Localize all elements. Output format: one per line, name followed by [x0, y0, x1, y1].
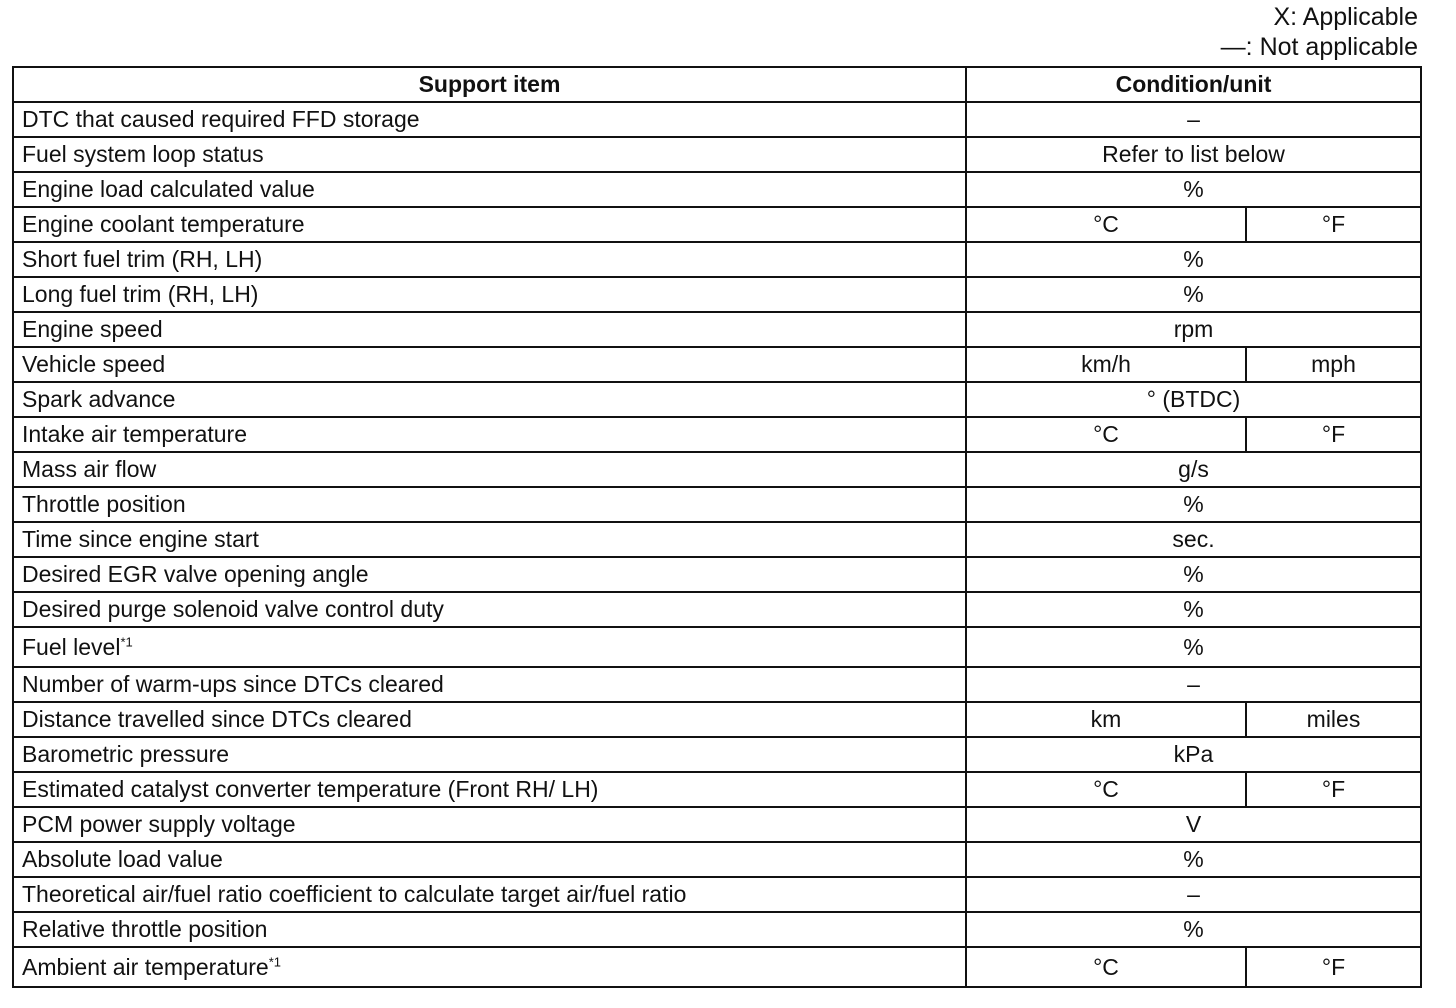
support-item-label: Engine load calculated value	[22, 176, 315, 202]
condition-unit-cell: V	[966, 807, 1421, 842]
support-item-cell	[13, 172, 966, 207]
condition-unit-cell: %	[966, 487, 1421, 522]
condition-unit-cell: kPa	[966, 737, 1421, 772]
table-header-row	[13, 67, 1421, 102]
support-item-label: Theoretical air/fuel ratio coefficient to calculate target air/fuel ratio	[22, 881, 687, 907]
support-item-label: Spark advance	[22, 386, 176, 412]
condition-unit-cell: rpm	[966, 312, 1421, 347]
support-item-cell	[13, 842, 966, 877]
table-row	[13, 592, 1421, 627]
support-item-cell	[13, 137, 966, 172]
support-item-cell	[13, 737, 966, 772]
support-item-label: Throttle position	[22, 491, 186, 517]
support-item-cell	[13, 592, 966, 627]
imperial-unit-cell: °F	[1246, 207, 1421, 242]
table-row	[13, 487, 1421, 522]
legend	[1221, 2, 1418, 62]
support-item-label: Short fuel trim (RH, LH)	[22, 246, 263, 272]
metric-unit-cell: °C	[966, 947, 1246, 987]
condition-unit-cell: %	[966, 242, 1421, 277]
table-row	[13, 702, 1421, 737]
condition-unit-cell: ° (BTDC)	[966, 382, 1421, 417]
table-row	[13, 172, 1421, 207]
support-item-label: Intake air temperature	[22, 421, 248, 447]
condition-unit-cell: %	[966, 277, 1421, 312]
support-item-cell	[13, 207, 966, 242]
condition-unit-cell: %	[966, 912, 1421, 947]
table-row	[13, 277, 1421, 312]
imperial-unit-cell: °F	[1246, 417, 1421, 452]
header-support-item: Support item	[13, 67, 966, 102]
condition-unit-cell: %	[966, 557, 1421, 592]
condition-unit-cell: %	[966, 627, 1421, 667]
table-row	[13, 772, 1421, 807]
support-item-label: Ambient air temperature	[22, 954, 269, 980]
support-item-label: PCM power supply voltage	[22, 811, 296, 837]
condition-unit-cell: Refer to list below	[966, 137, 1421, 172]
support-item-label: Absolute load value	[22, 846, 223, 872]
condition-unit-cell: g/s	[966, 452, 1421, 487]
table-row	[13, 947, 1421, 987]
support-item-cell	[13, 347, 966, 382]
support-item-cell	[13, 382, 966, 417]
metric-unit-cell: km	[966, 702, 1246, 737]
support-item-cell	[13, 947, 966, 987]
support-item-label: Engine speed	[22, 316, 163, 342]
condition-unit-cell: %	[966, 842, 1421, 877]
table-row	[13, 667, 1421, 702]
imperial-unit-cell: °F	[1246, 947, 1421, 987]
condition-unit-cell: –	[966, 667, 1421, 702]
support-item-cell	[13, 772, 966, 807]
support-item-label: Engine coolant temperature	[22, 211, 305, 237]
support-item-cell	[13, 912, 966, 947]
support-item-cell	[13, 452, 966, 487]
table-row	[13, 737, 1421, 772]
legend-applicable: X: Applicable	[1273, 3, 1418, 31]
table-row	[13, 137, 1421, 172]
support-item-cell	[13, 102, 966, 137]
support-item-label: Vehicle speed	[22, 351, 166, 377]
table-row	[13, 102, 1421, 137]
support-item-label: Distance travelled since DTCs cleared	[22, 706, 412, 732]
support-item-cell	[13, 522, 966, 557]
imperial-unit-cell: mph	[1246, 347, 1421, 382]
condition-unit-cell: %	[966, 592, 1421, 627]
footnote-marker: *1	[268, 954, 282, 970]
table-row	[13, 877, 1421, 912]
table-row	[13, 207, 1421, 242]
table-row	[13, 242, 1421, 277]
support-item-cell	[13, 627, 966, 667]
support-item-cell	[13, 877, 966, 912]
support-item-cell	[13, 312, 966, 347]
table-row	[13, 452, 1421, 487]
metric-unit-cell: °C	[966, 772, 1246, 807]
table-row	[13, 807, 1421, 842]
table-row	[13, 347, 1421, 382]
support-item-label: Long fuel trim (RH, LH)	[22, 281, 259, 307]
table-row	[13, 312, 1421, 347]
table-row	[13, 557, 1421, 592]
table-row	[13, 842, 1421, 877]
table-row	[13, 912, 1421, 947]
support-item-cell	[13, 277, 966, 312]
support-item-label: Relative throttle position	[22, 916, 268, 942]
support-item-label: Estimated catalyst converter temperature (Front RH/ LH)	[22, 776, 599, 802]
support-item-label: Barometric pressure	[22, 741, 230, 767]
support-item-table	[12, 66, 1422, 988]
support-item-label: Number of warm-ups since DTCs cleared	[22, 671, 444, 697]
metric-unit-cell: °C	[966, 417, 1246, 452]
metric-unit-cell: °C	[966, 207, 1246, 242]
support-item-cell	[13, 807, 966, 842]
imperial-unit-cell: °F	[1246, 772, 1421, 807]
condition-unit-cell: %	[966, 172, 1421, 207]
footnote-marker: *1	[120, 634, 133, 650]
table-row	[13, 522, 1421, 557]
support-item-cell	[13, 417, 966, 452]
metric-unit-cell: km/h	[966, 347, 1246, 382]
support-item-label: DTC that caused required FFD storage	[22, 106, 420, 132]
support-item-cell	[13, 242, 966, 277]
table-row	[13, 417, 1421, 452]
support-item-label: Time since engine start	[22, 526, 259, 552]
condition-unit-cell: –	[966, 877, 1421, 912]
condition-unit-cell: –	[966, 102, 1421, 137]
support-item-label: Fuel level	[22, 634, 121, 660]
header-condition-unit: Condition/unit	[966, 67, 1421, 102]
table-row	[13, 382, 1421, 417]
support-item-cell	[13, 702, 966, 737]
support-item-cell	[13, 667, 966, 702]
imperial-unit-cell: miles	[1246, 702, 1421, 737]
condition-unit-cell: sec.	[966, 522, 1421, 557]
support-item-cell	[13, 557, 966, 592]
support-item-label: Mass air flow	[22, 456, 157, 482]
support-item-label: Desired EGR valve opening angle	[22, 561, 369, 587]
legend-not-applicable: —: Not applicable	[1220, 33, 1418, 61]
support-item-cell	[13, 487, 966, 522]
table-row	[13, 627, 1421, 667]
table-body	[13, 102, 1421, 987]
support-item-label: Fuel system loop status	[22, 141, 264, 167]
support-item-label: Desired purge solenoid valve control duty	[22, 596, 444, 622]
